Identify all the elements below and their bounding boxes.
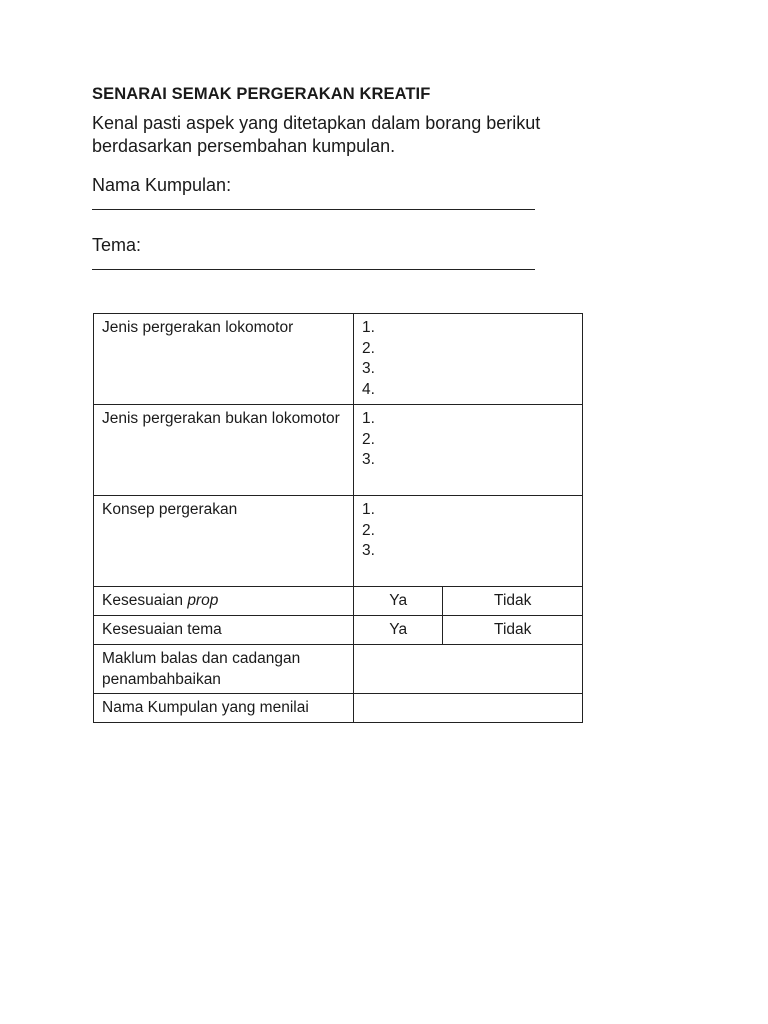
feedback-answer-cell[interactable] xyxy=(354,645,583,694)
group-name-label: Nama Kumpulan: xyxy=(92,175,232,195)
list-number: 3. xyxy=(362,451,375,468)
list-number: 3. xyxy=(362,360,375,377)
locomotor-answer-cell[interactable] xyxy=(354,314,583,405)
instructions-text: Kenal pasti aspek yang ditetapkan dalam borang berikut berdasarkan persembahan kumpulan. xyxy=(92,113,541,156)
row-label-movement-concept: Konsep pergerakan xyxy=(94,496,354,587)
group-name-blank-line[interactable] xyxy=(92,200,535,210)
row-label-evaluator: Nama Kumpulan yang menilai xyxy=(94,694,354,723)
theme-blank-line[interactable] xyxy=(92,260,535,270)
table-row xyxy=(94,645,583,694)
page-title: SENARAI SEMAK PERGERAKAN KREATIF xyxy=(92,85,431,103)
checklist-table xyxy=(93,313,583,723)
row-label-prop-suitability xyxy=(94,587,354,616)
evaluator-answer-cell[interactable] xyxy=(354,694,583,723)
theme-yes-option[interactable]: Ya xyxy=(354,616,443,645)
prop-no-option[interactable]: Tidak xyxy=(443,587,583,616)
theme-field xyxy=(92,234,692,270)
list-number: 4. xyxy=(362,380,375,398)
row-label-locomotor: Jenis pergerakan lokomotor xyxy=(94,314,354,405)
theme-label: Tema: xyxy=(92,235,142,255)
group-name-field xyxy=(92,174,692,210)
prop-label-prefix: Kesesuaian xyxy=(102,592,188,609)
list-number: 1. xyxy=(362,501,375,518)
list-number: 1. xyxy=(362,319,375,336)
row-label-non-locomotor: Jenis pergerakan bukan lokomotor xyxy=(94,405,354,496)
table-row xyxy=(94,587,583,616)
table-row xyxy=(94,616,583,645)
table-row xyxy=(94,314,583,405)
prop-label-italic: prop xyxy=(187,592,219,609)
theme-no-option[interactable]: Tidak xyxy=(443,616,583,645)
table-row xyxy=(94,694,583,723)
prop-yes-option[interactable]: Ya xyxy=(354,587,443,616)
list-number: 2. xyxy=(362,430,375,448)
list-number: 1. xyxy=(362,410,375,427)
non-locomotor-answer-cell[interactable] xyxy=(354,405,583,496)
row-label-feedback: Maklum balas dan cadangan penambahbaikan xyxy=(94,645,354,694)
table-row xyxy=(94,496,583,587)
row-label-theme-suitability: Kesesuaian tema xyxy=(94,616,354,645)
table-row xyxy=(94,405,583,496)
list-number: 2. xyxy=(362,339,375,357)
movement-concept-answer-cell[interactable] xyxy=(354,496,583,587)
document-page xyxy=(92,84,692,270)
list-number: 2. xyxy=(362,521,375,539)
list-number: 3. xyxy=(362,542,375,559)
